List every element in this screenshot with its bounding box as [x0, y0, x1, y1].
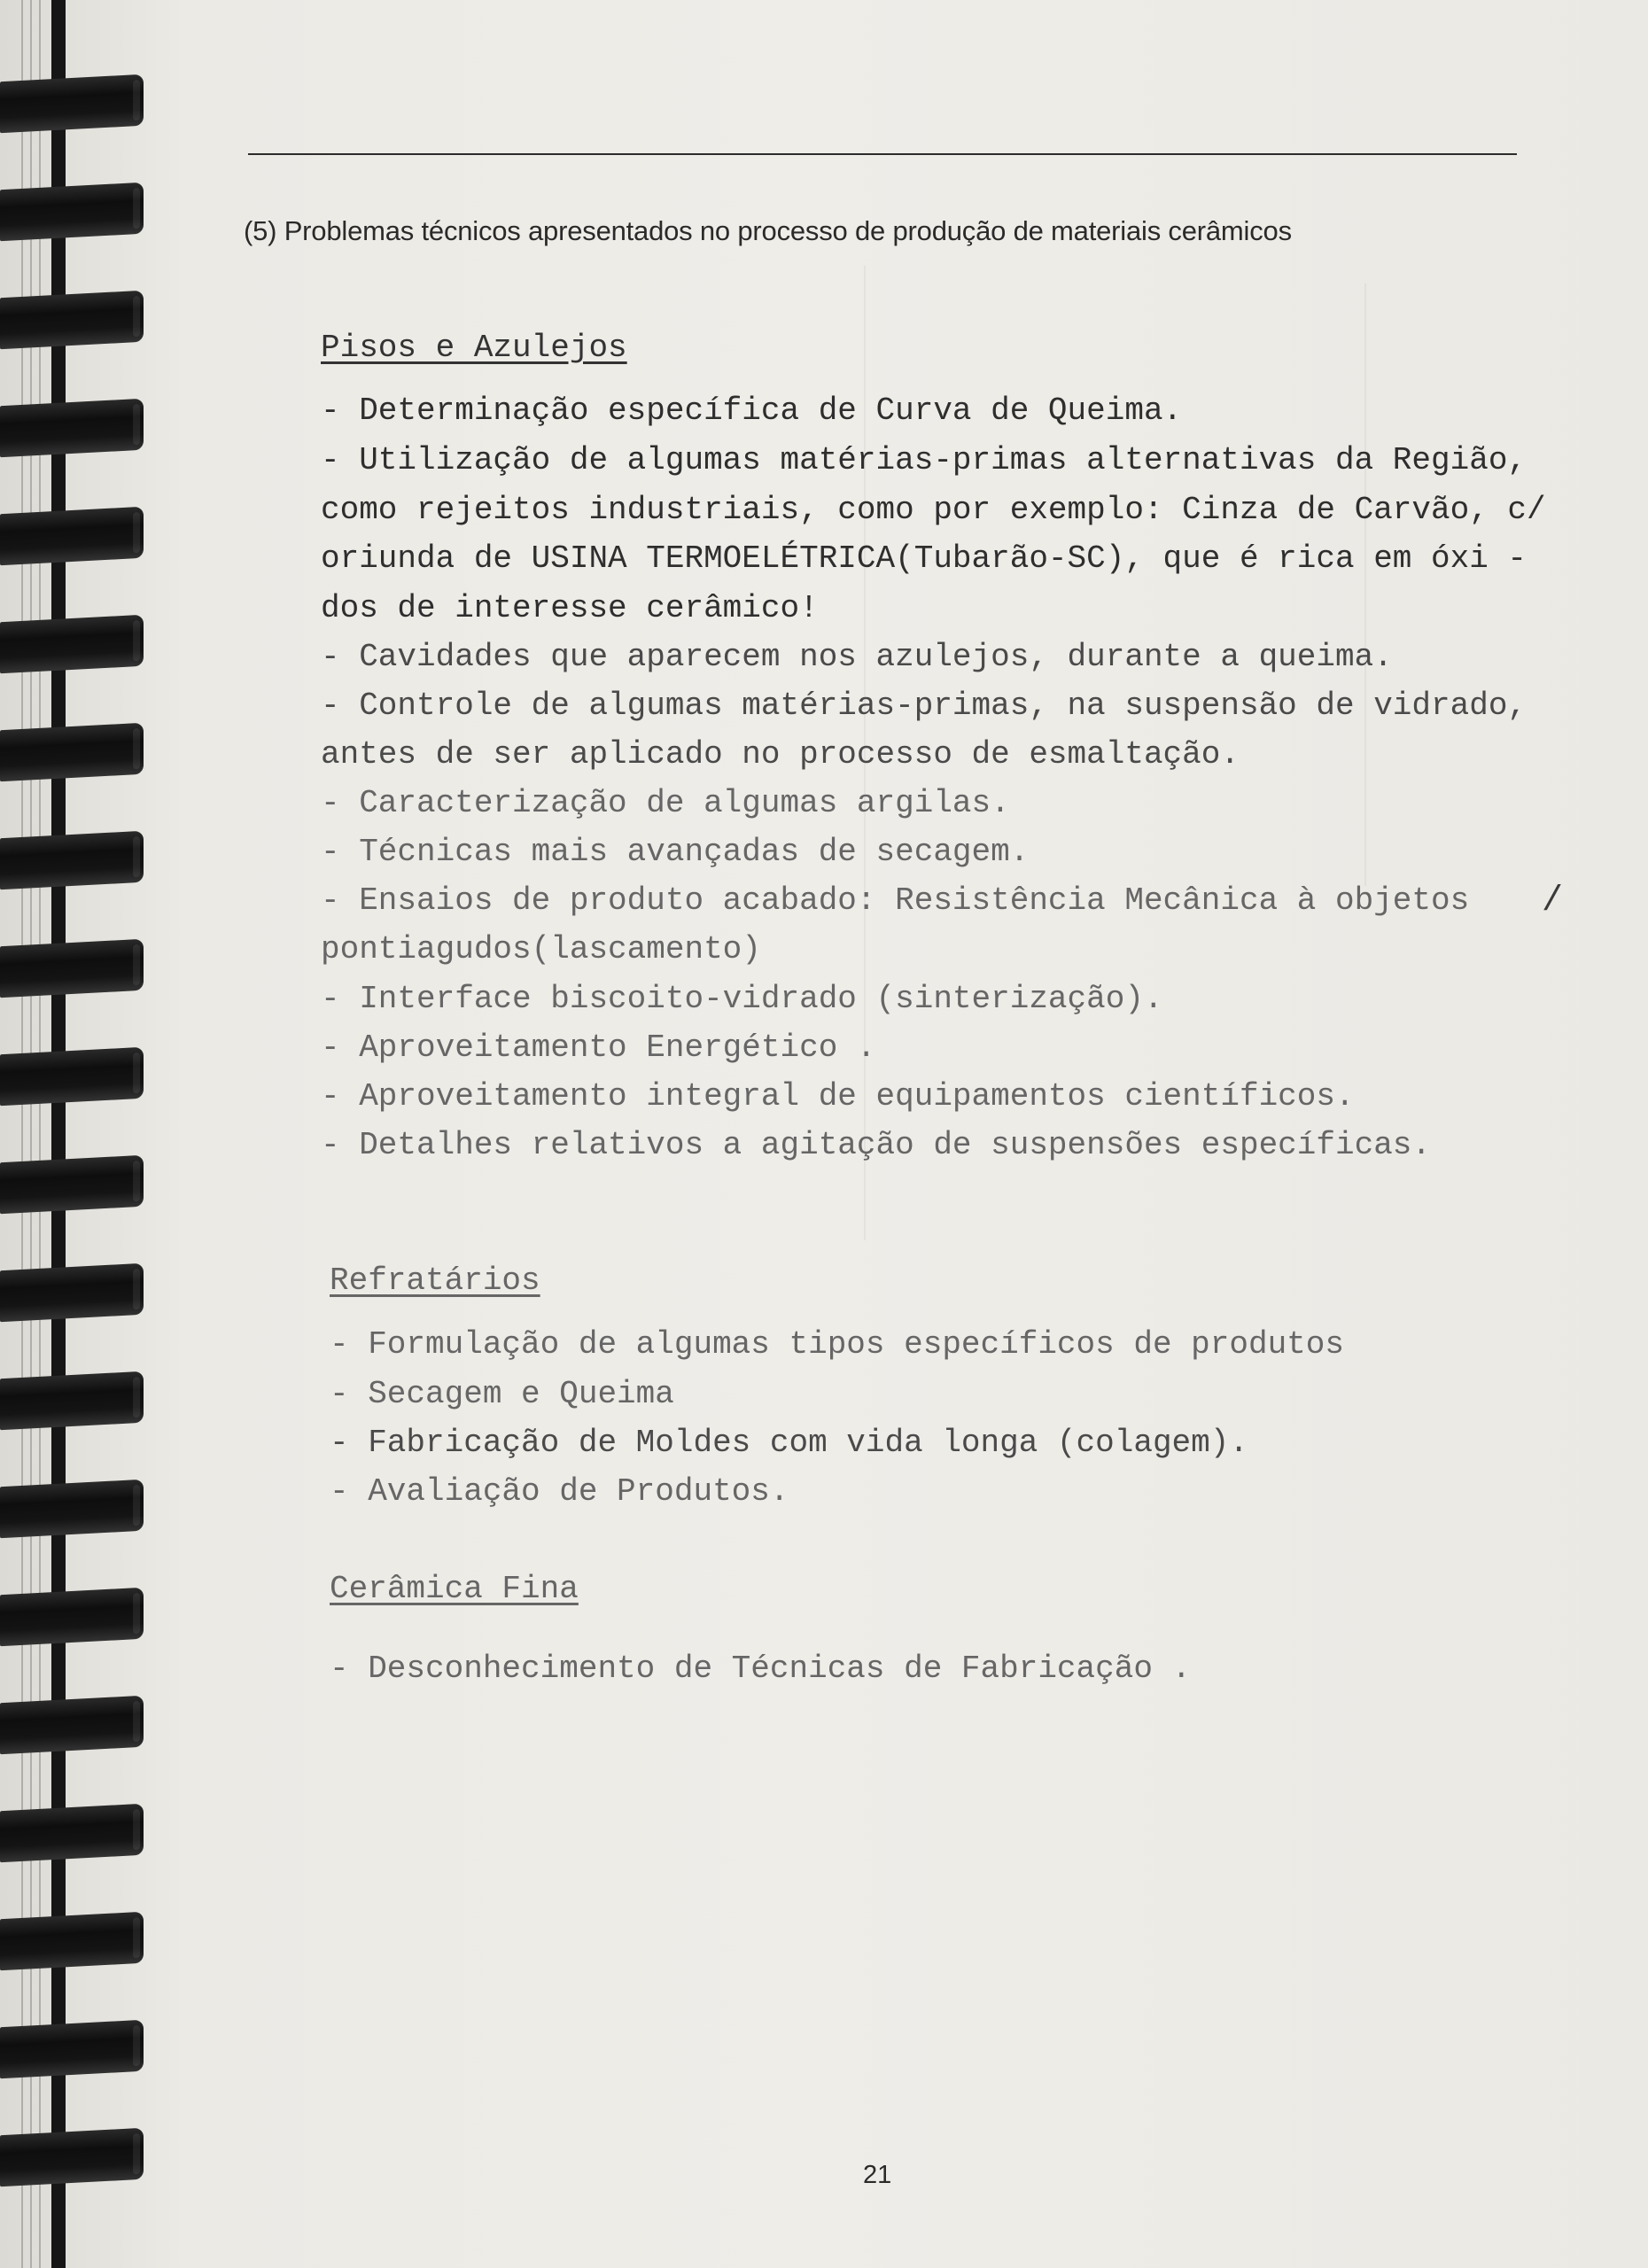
list-item: - Caracterização de algumas argilas.: [321, 785, 1010, 821]
list-item: - Aproveitamento integral de equipamentos científicos.: [321, 1078, 1355, 1115]
binding-coil: [0, 399, 144, 457]
binding-coil: [0, 1263, 144, 1322]
list-item: - Cavidades que aparecem nos azulejos, durante a queima.: [321, 639, 1393, 675]
page-number: 21: [863, 2161, 892, 2189]
binding-coil: [0, 831, 144, 889]
list-item: - Controle de algumas matérias-primas, na suspensão de vidrado,: [321, 687, 1528, 724]
section-heading-ceramica-fina: Cerâmica Fina: [330, 1571, 579, 1607]
list-item: antes de ser aplicado no processo de esmaltação.: [321, 736, 1240, 773]
section-header: (5) Problemas técnicos apresentados no processo de produção de materiais cerâmicos: [244, 215, 1292, 246]
binding-coil: [0, 1371, 144, 1430]
list-item: - Aproveitamento Energético .: [321, 1029, 876, 1066]
binding-coil: [0, 615, 144, 673]
binding-coil: [0, 507, 144, 565]
binding-coil: [0, 1155, 144, 1214]
list-item: - Fabricação de Moldes com vida longa (colagem).: [330, 1425, 1248, 1461]
list-item: - Determinação específica de Curva de Queima.: [321, 392, 1183, 429]
binding-coil: [0, 1912, 144, 1970]
section-heading-refratarios: Refratários: [330, 1262, 540, 1299]
section-heading-pisos-azulejos: Pisos e Azulejos: [321, 330, 627, 366]
list-item: - Desconhecimento de Técnicas de Fabricação .: [330, 1651, 1192, 1687]
list-item: - Avaliação de Produtos.: [330, 1473, 789, 1510]
list-item: - Secagem e Queima: [330, 1376, 674, 1412]
binding-coil: [0, 74, 144, 133]
show-through-mark: [1364, 284, 1366, 886]
binding-coil: [0, 2128, 144, 2186]
header-rule: [248, 153, 1517, 155]
binding-coil: [0, 723, 144, 781]
list-item: dos de interesse cerâmico!: [321, 590, 819, 626]
list-item: - Detalhes relativos a agitação de suspensões específicas.: [321, 1127, 1432, 1163]
list-item: - Formulação de algumas tipos específicos de produtos: [330, 1326, 1344, 1363]
margin-slash-mark: /: [1542, 882, 1564, 921]
list-item: - Ensaios de produto acabado: Resistência Mecânica à objetos: [321, 882, 1470, 919]
list-item: - Técnicas mais avançadas de secagem.: [321, 834, 1030, 870]
list-item: - Interface biscoito-vidrado (sinterização).: [321, 981, 1163, 1017]
binding-coil: [0, 1047, 144, 1106]
binding-coil: [0, 1588, 144, 1646]
list-item: como rejeitos industriais, como por exemplo: Cinza de Carvão, c/: [321, 492, 1546, 528]
binding-coil: [0, 183, 144, 241]
binding-coil: [0, 2020, 144, 2078]
binding-coil: [0, 939, 144, 998]
binding-coil: [0, 1696, 144, 1754]
list-item: - Utilização de algumas matérias-primas alternativas da Região,: [321, 442, 1528, 478]
binding-coil: [0, 291, 144, 349]
spiral-binding: [0, 0, 155, 2268]
binding-coil: [0, 1804, 144, 1862]
list-item: oriunda de USINA TERMOELÉTRICA(Tubarão-SC), que é rica em óxi -: [321, 540, 1528, 577]
binding-coil: [0, 1480, 144, 1538]
list-item: pontiagudos(lascamento): [321, 931, 761, 967]
